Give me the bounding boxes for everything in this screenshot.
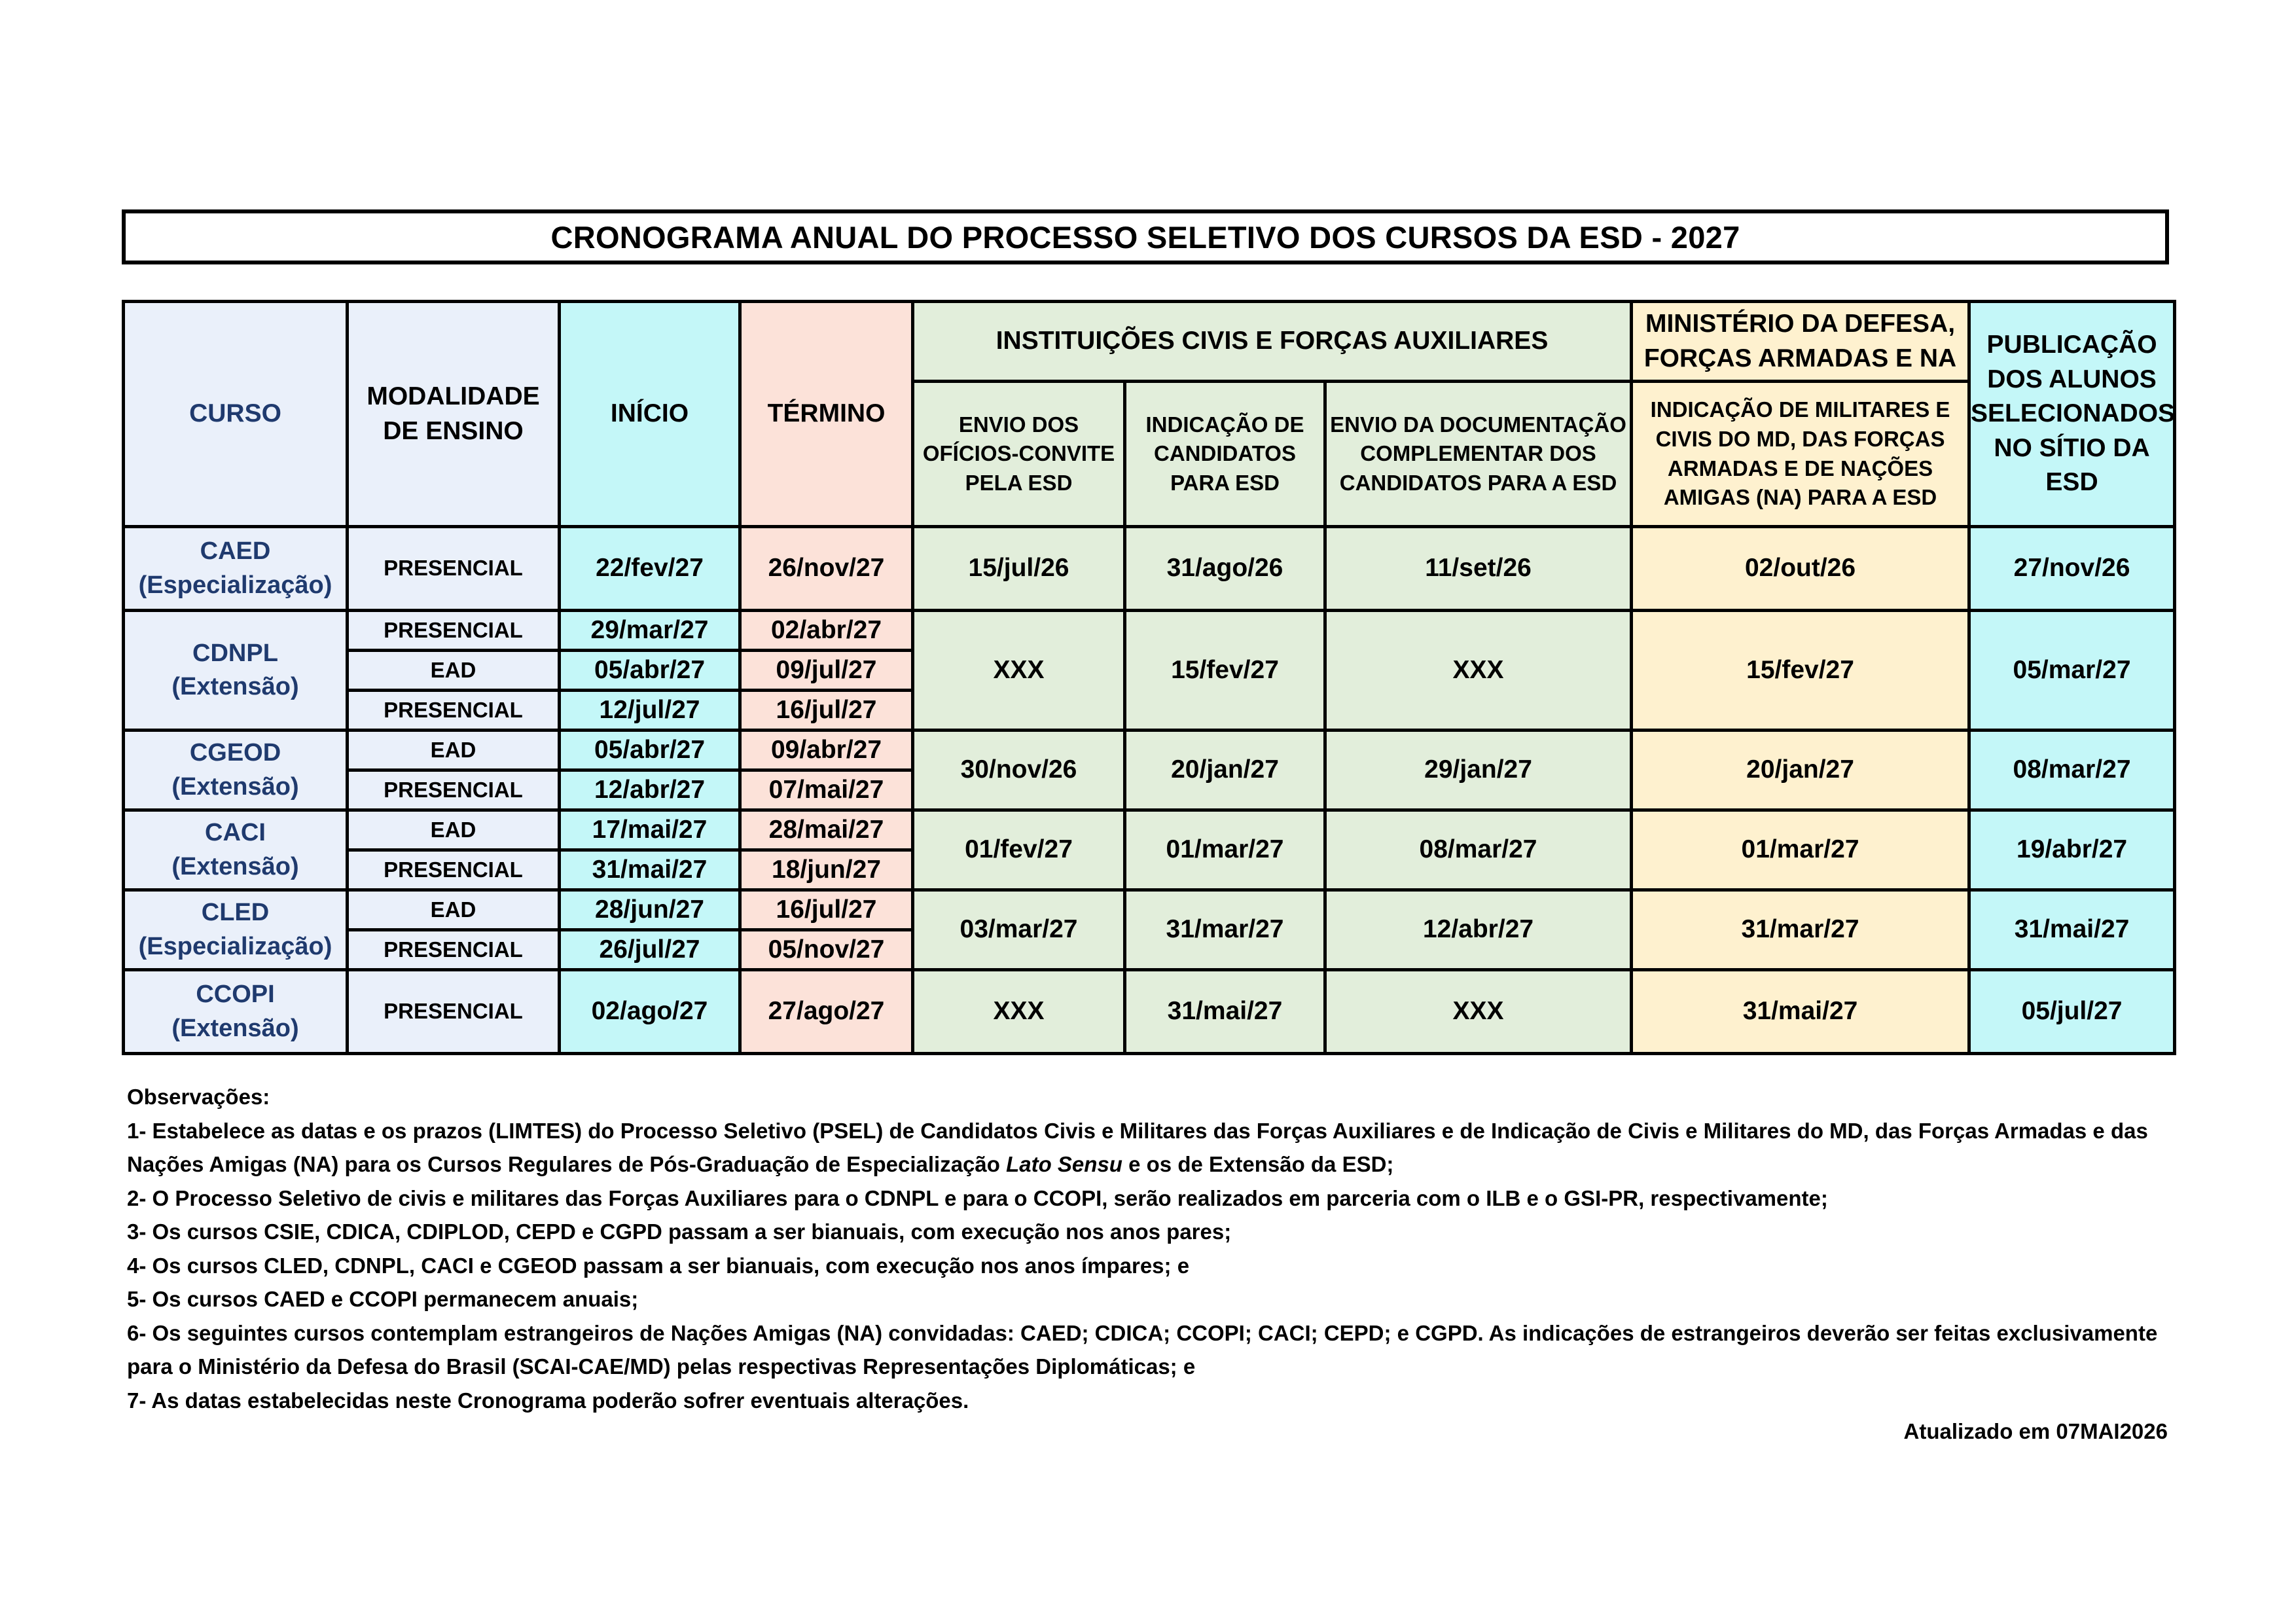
note-item: 5- Os cursos CAED e CCOPI permanecem anuais; [127, 1287, 639, 1311]
lato-sensu-term: Lato Sensu [1006, 1152, 1122, 1176]
modalidade-cell: EAD [348, 731, 560, 770]
envio-documentacao-cell: 29/jan/27 [1325, 731, 1632, 810]
termino-cell: 02/abr/27 [740, 611, 913, 651]
course-type: (Extensão) [171, 772, 299, 801]
header-instituicoes-group: INSTITUIÇÕES CIVIS E FORÇAS AUXILIARES [913, 302, 1632, 382]
course-name-cell [124, 970, 348, 1054]
modalidade-cell: PRESENCIAL [348, 611, 560, 651]
indicacao-militares-cell: 15/fev/27 [1632, 611, 1969, 731]
course-name: CACI [205, 819, 266, 847]
inicio-cell: 28/jun/27 [560, 890, 740, 930]
envio-documentacao-cell: 12/abr/27 [1325, 890, 1632, 970]
indicacao-militares-cell: 02/out/26 [1632, 527, 1969, 611]
modalidade-cell: EAD [348, 890, 560, 930]
publicacao-cell: 05/mar/27 [1969, 611, 2175, 731]
course-type: (Especialização) [138, 571, 332, 599]
envio-oficios-cell: XXX [913, 611, 1125, 731]
termino-cell: 05/nov/27 [740, 930, 913, 970]
modalidade-cell: EAD [348, 810, 560, 850]
course-name: CGEOD [189, 739, 281, 767]
indicacao-candidatos-cell: 31/mar/27 [1125, 890, 1325, 970]
note-item: 7- As datas estabelecidas neste Cronograma poderão sofrer eventuais alterações. [127, 1388, 969, 1413]
modalidade-cell: EAD [348, 651, 560, 691]
course-name: CAED [200, 537, 271, 566]
inicio-cell: 17/mai/27 [560, 810, 740, 850]
envio-oficios-cell: 15/jul/26 [913, 527, 1125, 611]
header-inicio: INÍCIO [560, 302, 740, 527]
indicacao-candidatos-cell: 20/jan/27 [1125, 731, 1325, 810]
indicacao-candidatos-cell: 31/mai/27 [1125, 970, 1325, 1054]
inicio-cell: 31/mai/27 [560, 850, 740, 890]
termino-cell: 18/jun/27 [740, 850, 913, 890]
course-type: (Extensão) [171, 1014, 299, 1042]
envio-oficios-cell: 03/mar/27 [913, 890, 1125, 970]
note-item: 3- Os cursos CSIE, CDICA, CDIPLOD, CEPD e CGPD passam a ser bianuais, com execução nos anos pares; [127, 1219, 1232, 1244]
envio-documentacao-cell: 11/set/26 [1325, 527, 1632, 611]
table-row [124, 731, 2175, 770]
course-name-cell [124, 731, 348, 810]
indicacao-militares-cell: 31/mar/27 [1632, 890, 1969, 970]
publicacao-cell: 31/mai/27 [1969, 890, 2175, 970]
course-name-cell [124, 890, 348, 970]
note-item: 6- Os seguintes cursos contemplam estrangeiros de Nações Amigas (NA) convidadas: CAED; CDICA; CCOPI; CACI; CEPD; e CGPD. As indicações de estrangeiros deverão ser feitas exclusivamente para o Ministério da Defesa do Brasil (SCAI-CAE/MD) pelas respectivas Representações Diplomáticas; e [127, 1320, 2158, 1379]
publicacao-cell: 05/jul/27 [1969, 970, 2175, 1054]
publicacao-cell: 08/mar/27 [1969, 731, 2175, 810]
course-name: CCOPI [196, 981, 275, 1009]
indicacao-militares-cell: 01/mar/27 [1632, 810, 1969, 890]
termino-cell: 09/abr/27 [740, 731, 913, 770]
envio-documentacao-cell: 08/mar/27 [1325, 810, 1632, 890]
table-row [124, 970, 2175, 1054]
note-item: 4- Os cursos CLED, CDNPL, CACI e CGEOD passam a ser bianuais, com execução nos anos ímpares; e [127, 1253, 1190, 1278]
termino-cell: 27/ago/27 [740, 970, 913, 1054]
header-envio-oficios: ENVIO DOS OFÍCIOS-CONVITE PELA ESD [913, 382, 1125, 527]
termino-cell: 28/mai/27 [740, 810, 913, 850]
envio-oficios-cell: 30/nov/26 [913, 731, 1125, 810]
notes-section [127, 1080, 2176, 1417]
modalidade-cell: PRESENCIAL [348, 850, 560, 890]
modalidade-cell: PRESENCIAL [348, 930, 560, 970]
inicio-cell: 12/jul/27 [560, 691, 740, 731]
indicacao-militares-cell: 20/jan/27 [1632, 731, 1969, 810]
modalidade-cell: PRESENCIAL [348, 770, 560, 810]
table-row [124, 890, 2175, 930]
page-title: CRONOGRAMA ANUAL DO PROCESSO SELETIVO DOS CURSOS DA ESD - 2027 [122, 209, 2169, 264]
indicacao-candidatos-cell: 15/fev/27 [1125, 611, 1325, 731]
inicio-cell: 29/mar/27 [560, 611, 740, 651]
notes-heading: Observações: [127, 1085, 270, 1109]
table-row [124, 611, 2175, 651]
publicacao-cell: 19/abr/27 [1969, 810, 2175, 890]
termino-cell: 16/jul/27 [740, 691, 913, 731]
modalidade-cell: PRESENCIAL [348, 691, 560, 731]
indicacao-candidatos-cell: 31/ago/26 [1125, 527, 1325, 611]
table-row [124, 810, 2175, 850]
inicio-cell: 05/abr/27 [560, 731, 740, 770]
course-name-cell [124, 527, 348, 611]
publicacao-cell: 27/nov/26 [1969, 527, 2175, 611]
course-type: (Extensão) [171, 673, 299, 700]
header-indicacao-militares: INDICAÇÃO DE MILITARES E CIVIS DO MD, DAS FORÇAS ARMADAS E DE NAÇÕES AMIGAS (NA) PARA A ESD [1632, 382, 1969, 527]
inicio-cell: 22/fev/27 [560, 527, 740, 611]
termino-cell: 09/jul/27 [740, 651, 913, 691]
updated-date: Atualizado em 07MAI2026 [1903, 1419, 2168, 1443]
inicio-cell: 05/abr/27 [560, 651, 740, 691]
inicio-cell: 26/jul/27 [560, 930, 740, 970]
schedule-table [122, 300, 2176, 1055]
envio-documentacao-cell: XXX [1325, 970, 1632, 1054]
modalidade-cell: PRESENCIAL [348, 970, 560, 1054]
envio-documentacao-cell: XXX [1325, 611, 1632, 731]
course-name: CDNPL [192, 639, 278, 667]
course-name: CLED [201, 899, 270, 927]
header-modalidade: MODALIDADE DE ENSINO [348, 302, 560, 527]
envio-oficios-cell: XXX [913, 970, 1125, 1054]
inicio-cell: 02/ago/27 [560, 970, 740, 1054]
indicacao-militares-cell: 31/mai/27 [1632, 970, 1969, 1054]
termino-cell: 26/nov/27 [740, 527, 913, 611]
envio-oficios-cell: 01/fev/27 [913, 810, 1125, 890]
header-envio-documentacao: ENVIO DA DOCUMENTAÇÃO COMPLEMENTAR DOS CANDIDATOS PARA A ESD [1325, 382, 1632, 527]
table-row [124, 527, 2175, 611]
header-publicacao: PUBLICAÇÃO DOS ALUNOS SELECIONADOS NO SÍTIO DA ESD [1969, 302, 2175, 527]
header-ministerio-group: MINISTÉRIO DA DEFESA, FORÇAS ARMADAS E NA [1632, 302, 1969, 382]
inicio-cell: 12/abr/27 [560, 770, 740, 810]
course-name-cell [124, 810, 348, 890]
note-item: 2- O Processo Seletivo de civis e militares das Forças Auxiliares para o CDNPL e para o CCOPI, serão realizados em parceria com o ILB e o GSI-PR, respectivamente; [127, 1185, 1828, 1210]
termino-cell: 16/jul/27 [740, 890, 913, 930]
course-type: (Extensão) [171, 852, 299, 880]
course-type: (Especialização) [138, 932, 332, 960]
course-name-cell [124, 611, 348, 731]
header-indicacao-candidatos: INDICAÇÃO DE CANDIDATOS PARA ESD [1125, 382, 1325, 527]
header-curso: CURSO [124, 302, 348, 527]
modalidade-cell: PRESENCIAL [348, 527, 560, 611]
note-item: 1- Estabelece as datas e os prazos (LIMTES) do Processo Seletivo (PSEL) de Candidatos Civis e Militares das Forças Auxiliares e de Indicação de Civis e Militares do MD, das Forças Armadas e das Nações Amigas (NA) para os Cursos Regulares de Pós-Graduação de Especialização Lato Sensu e os de Extensão da ESD; [127, 1118, 2148, 1176]
indicacao-candidatos-cell: 01/mar/27 [1125, 810, 1325, 890]
termino-cell: 07/mai/27 [740, 770, 913, 810]
header-termino: TÉRMINO [740, 302, 913, 527]
